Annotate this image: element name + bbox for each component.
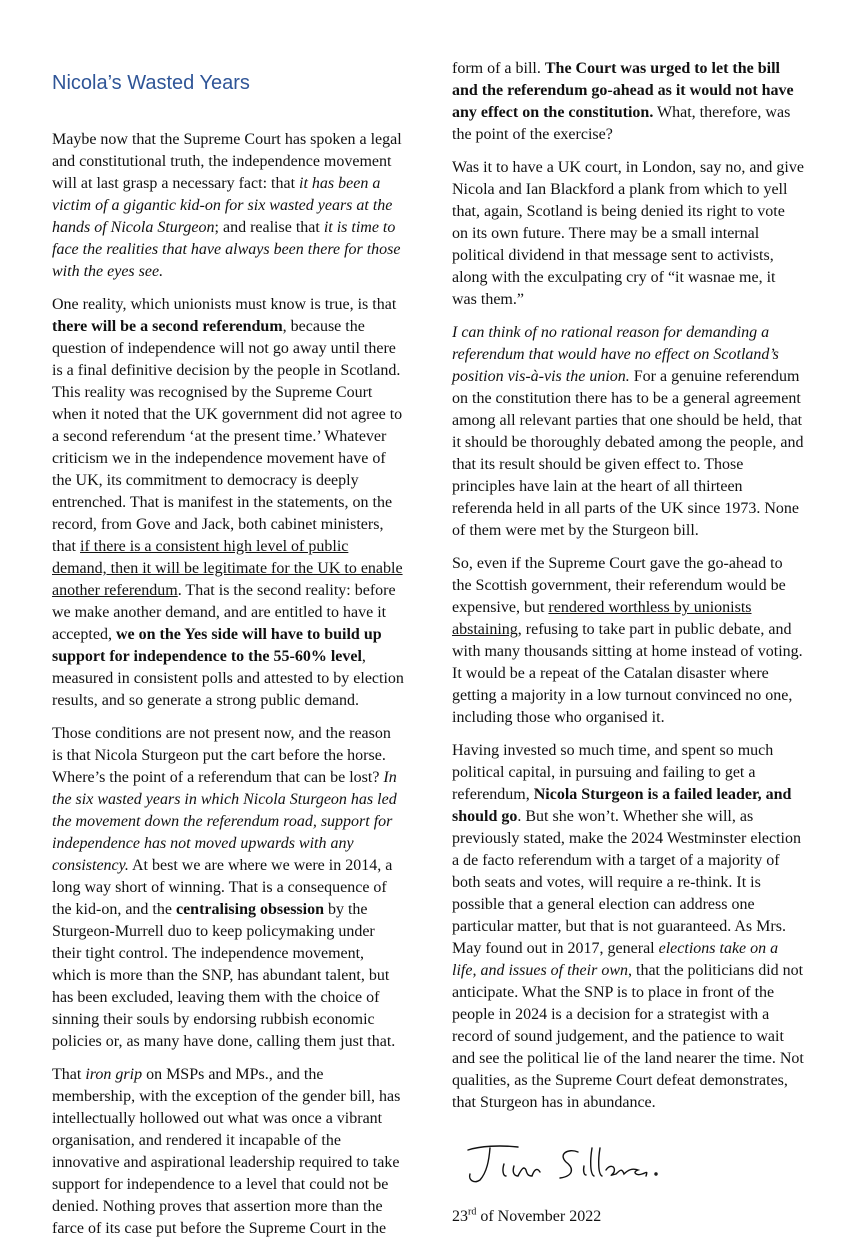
- paragraph: [52, 723, 404, 1053]
- signature: [460, 1140, 804, 1192]
- text: Having invested so much time, and spent so much political capital, in pursuing and failing to get a referendum,: [452, 742, 774, 803]
- text: What, therefore, was the point of the exercise?: [452, 104, 791, 143]
- paragraph: [452, 740, 804, 1114]
- date: [452, 1206, 804, 1228]
- paragraph: [452, 322, 804, 542]
- text: . That is the second reality: before we make another demand, and are entitled to have it accepted,: [52, 582, 396, 643]
- text: , measured in consistent polls and attested to by election results, and so generate a strong public demand.: [52, 648, 404, 709]
- text: , that the politicians did not anticipate. What the SNP is to place in front of the people in 2024 is a decision for a strategist with a record of sound judgement, and the patience to wait and see the political lie of the land nearer the time. Not qualities, as the Supreme Court defeat demonstrates, that Sturgeon has in abundance.: [452, 962, 804, 1111]
- article: [52, 58, 804, 1240]
- bold-text: Nicola Sturgeon is a failed leader, and should go: [452, 786, 792, 825]
- text: For a genuine referendum on the constitution there has to be a general agreement among all relevant parties that one should be held, that it should be thoroughly debated among the people, and that its result should be given effect to. Those principles have lain at the heart of all thirteen referenda held in all parts of the UK since 1973. None of them were met by the Sturgeon bill.: [452, 368, 804, 539]
- text: Those conditions are not present now, and the reason is that Nicola Sturgeon put the cart before the horse. Where’s the point of a referendum that can be lost?: [52, 725, 391, 786]
- italic-text: In the six wasted years in which Nicola Sturgeon has led the movement down the referendum road, support for independence has not moved upwards with any consistency.: [52, 769, 397, 874]
- text: That: [52, 1066, 86, 1083]
- text: by the Sturgeon-Murrell duo to keep policymaking under their tight control. The independence movement, which is more than the SNP, has abundant talent, but has been excluded, leaving them with the choice of sinning their souls by endorsing rubbish economic policies or, as many have done, calling them just that.: [52, 901, 396, 1050]
- paragraph: [52, 294, 404, 712]
- text: At best we are where we were in 2014, a long way short of winning. That is a consequence of the kid-on, and the: [52, 857, 393, 918]
- text: Maybe now that the Supreme Court has spoken a legal and constitutional truth, the independence movement will at last grasp a necessary fact: that: [52, 131, 402, 192]
- bold-text: The Court was urged to let the bill and the referendum go-ahead as it would not have any effect on the constitution.: [452, 60, 794, 121]
- date-rest: of November 2022: [476, 1208, 602, 1225]
- italic-text: I can think of no rational reason for demanding a referendum that would have no effect on Scotland’s position vis-à-vis the union.: [452, 324, 779, 385]
- date-suffix: rd: [468, 1206, 477, 1218]
- text: on MSPs and MPs., and the membership, with the exception of the gender bill, has intellectually hollowed out what was once a vibrant organisation, and rendered it incapable of the innovative and aspirational leadership required to take support for independence to a level that could not be denied. Nothing proves that assertion more than the farce of its case put before the Supreme Court in the form of a bill.: [52, 60, 545, 1237]
- text: Was it to have a UK court, in London, say no, and give Nicola and Ian Blackford a plank from which to yell that, again, Scotland is being denied its right to vote on its own future. There may be a small internal political dividend in that message sent to activists, along with the exculpating cry of “it wasnae me, it was them.”: [452, 159, 804, 308]
- bold-text: there will be a second referendum: [52, 318, 283, 335]
- paragraph: [452, 157, 804, 311]
- italic-text: it is time to face the realities that have always been there for those with the eyes see.: [52, 219, 401, 280]
- text: So, even if the Supreme Court gave the go-ahead to the Scottish government, their referendum would be expensive, but: [452, 555, 786, 616]
- text: ; and realise that: [214, 219, 324, 236]
- text: One reality, which unionists must know is true, is that: [52, 296, 397, 313]
- underlined-text: rendered worthless by unionists abstaining: [452, 599, 752, 638]
- underlined-text: if there is a consistent high level of public demand, then it will be legitimate for the UK to enable another referendum: [52, 538, 403, 599]
- italic-text: iron grip: [85, 1066, 143, 1083]
- article-title: Nicola’s Wasted Years: [52, 72, 250, 94]
- text: . But she won’t. Whether she will, as previously stated, make the 2024 Westminster election a de facto referendum with a target of a majority of both seats and votes, will require a re-think. It is possible that a general election can address one particular matter, but that is not guaranteed. As Mrs. May found out in 2017, general: [452, 808, 801, 957]
- text: , because the question of independence will not go away until there is a final definitive decision by the people in Scotland. This reality was recognised by the Supreme Court when it noted that the UK government did not agree to a second referendum ‘at the present time.’ Whatever criticism we in the independence movement have of the UK, its commitment to democracy is deeply entrenched. That is manifest in the statements, on the record, from Gove and Jack, both cabinet ministers, that: [52, 318, 403, 555]
- italic-text: elections take on a life, and issues of their own: [452, 940, 779, 979]
- text: , refusing to take part in public debate, and with many thousands sitting at home instead of voting. It would be a repeat of the Catalan disaster where getting a majority in a low turnout convinced no one, including those who organised it.: [452, 621, 803, 726]
- article-body: [52, 58, 804, 1240]
- bold-text: centralising obsession: [175, 901, 324, 918]
- paragraph: [452, 553, 804, 729]
- italic-text: it has been a victim of a gigantic kid-on for six wasted years at the hands of Nicola Sturgeon: [52, 175, 393, 236]
- paragraph: [52, 129, 404, 283]
- date-day: 23: [452, 1208, 468, 1225]
- signature-handwriting-icon: [460, 1140, 690, 1192]
- bold-text: we on the Yes side will have to build up support for independence to the 55-60% level: [52, 626, 382, 665]
